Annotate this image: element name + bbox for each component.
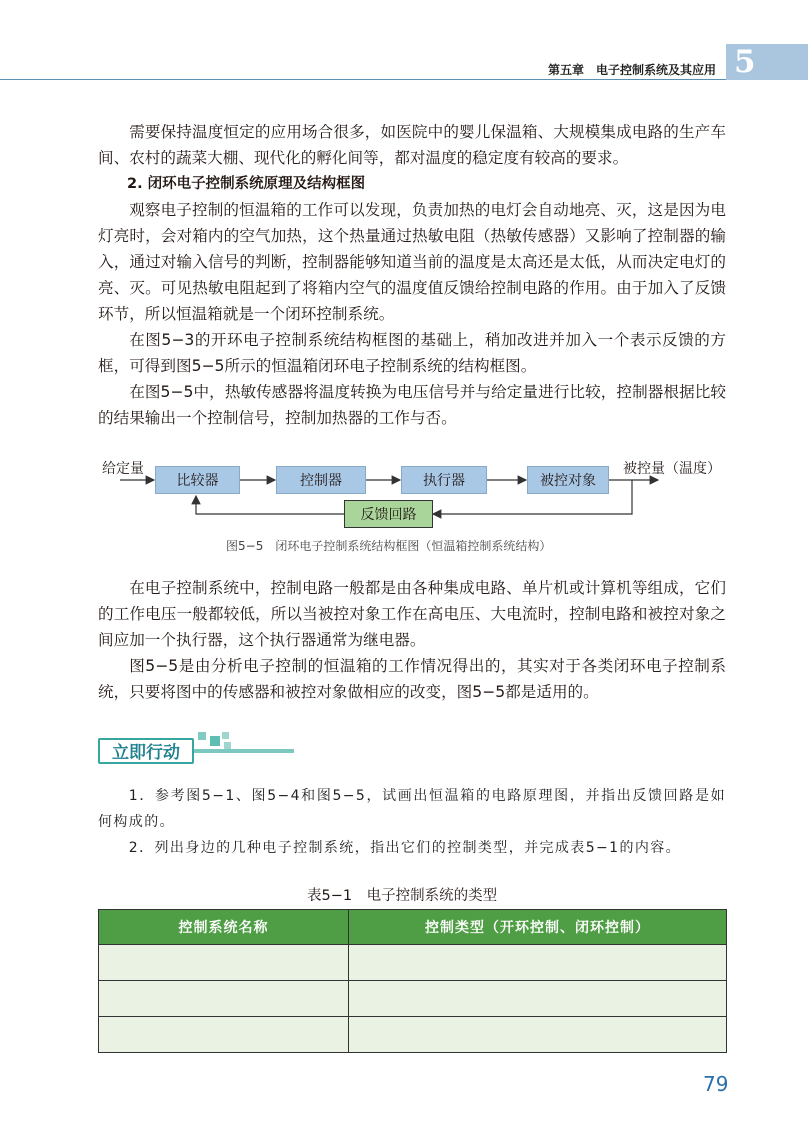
table-cell[interactable] [99,981,349,1017]
table-cell[interactable] [99,1017,349,1053]
table-row [99,981,727,1017]
table-cell[interactable] [349,1017,727,1053]
badge-square [210,736,220,746]
page-number: 79 [703,1072,729,1096]
header-rule [0,79,726,80]
column-header-name: 控制系统名称 [99,910,349,945]
action-badge [98,732,238,768]
running-header [548,61,716,78]
paragraph-5: 在电子控制系统中，控制电路一般都是由各种集成电路、单片机或计算机等组成，它们的工作电压一般都较低，所以当被控对象工作在高电压、大电流时，控制电路和被控对象之间应加一个执行器，这个执行器通常为继电器。 [98,579,726,649]
table-cell[interactable] [349,945,727,981]
paragraph-3: 在图5−3的开环电子控制系统结构框图的基础上，稍加改进并加入一个表示反馈的方框，可得到图5−5所示的恒温箱闭环电子控制系统的结构框图。 [98,331,726,375]
paragraph-2: 观察电子控制的恒温箱的工作可以发现，负责加热的电灯会自动地亮、灭，这是因为电灯亮时，会对箱内的空气加热，这个热量通过热敏电阻（热敏传感器）又影响了控制器的输入，通过对输入信号的判断，控制器能够知道当前的温度是太高还是太低，从而决定电灯的亮、灭。可见热敏电阻起到了将箱内空气的温度值反馈给控制电路的作用。由于加入了反馈环节，所以恒温箱就是一个闭环控制系统。 [98,201,726,323]
figure-caption: 图5−5 闭环电子控制系统结构框图（恒温箱控制系统结构） [226,539,552,553]
feedback-path-out [196,496,344,514]
body-section-2 [98,575,726,705]
table-cell[interactable] [99,945,349,981]
task-1: 1．参考图5−1、图5−4和图5−5，试画出恒温箱的电路原理图，并指出反馈回路是如何构成的。 [98,788,726,830]
section-heading: 2. 闭环电子控制系统原理及结构框图 [127,176,366,192]
chapter-number-tab: 5 [726,44,808,80]
output-label: 被控量（温度） [623,461,721,477]
badge-square [222,732,229,739]
controller-box: 控制器 [276,466,366,494]
task-2: 2．列出身边的几种电子控制系统，指出它们的控制类型，并完成表5−1的内容。 [128,840,682,856]
badge-square [198,732,206,740]
body-section-1 [98,119,726,431]
control-types-table [98,909,727,1053]
comparator-box: 比较器 [155,466,240,494]
table-row [99,1017,727,1053]
actuator-box: 执行器 [401,466,487,494]
table-cell[interactable] [349,981,727,1017]
paragraph-1: 需要保持温度恒定的应用场合很多，如医院中的婴儿保温箱、大规模集成电路的生产车间、农村的蔬菜大棚、现代化的孵化间等，都对温度的稳定度有较高的要求。 [98,123,726,167]
column-header-type: 控制类型（开环控制、闭环控制） [349,910,727,945]
block-diagram [98,455,726,535]
feedback-box: 反馈回路 [344,500,433,528]
table-row [99,945,727,981]
badge-square [224,742,231,749]
chapter-label: 第五章 [547,63,584,77]
plant-box: 被控对象 [527,466,609,494]
input-label: 给定量 [102,461,144,477]
paragraph-4: 在图5−5中，热敏传感器将温度转换为电压信号并与给定量进行比较，控制器根据比较的结果输出一个控制信号，控制加热器的工作与否。 [98,383,726,427]
paragraph-6: 图5−5是由分析电子控制的恒温箱的工作情况得出的，其实对于各类闭环电子控制系统，只要将图中的传感器和被控对象做相应的改变，图5−5都是适用的。 [98,657,726,701]
table-header-row [99,910,727,945]
badge-bar [194,749,294,753]
chapter-title: 电子控制系统及其应用 [595,63,716,77]
table-caption: 表5−1 电子控制系统的类型 [307,888,498,904]
task-list [98,783,726,861]
action-title: 立即行动 [98,738,194,764]
